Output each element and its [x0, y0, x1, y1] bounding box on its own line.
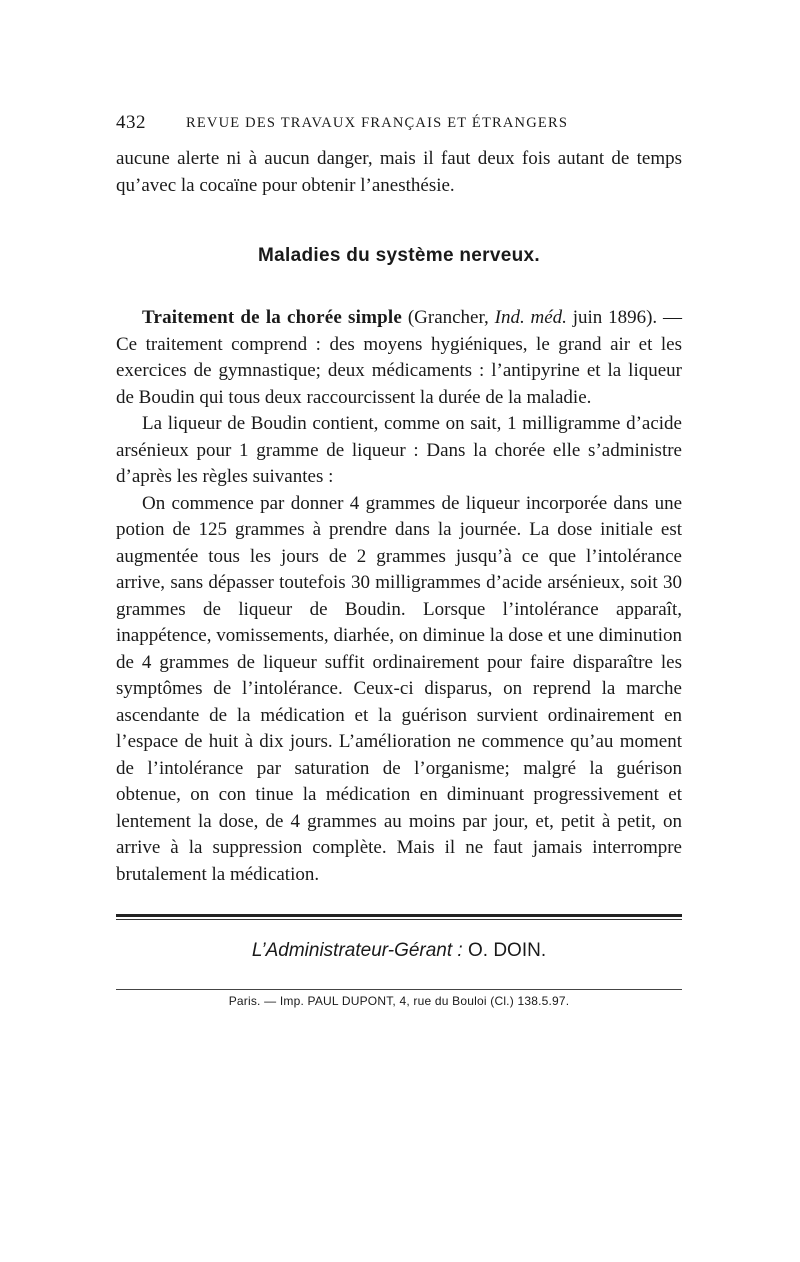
article-title: Traitement de la chorée simple — [142, 307, 402, 328]
signature-role: L’Administrateur-Gérant : — [251, 940, 463, 961]
continuation-paragraph: aucune alerte ni à aucun danger, mais il faut deux fois autant de temps qu’avec la cocaïne pour obtenir l’anesthésie. — [116, 148, 682, 196]
citation-rest: juin 1896). — Ce traitement comprend : des moyens hygiéniques, le grand air et les exercices de gymnastique; deux médicaments : l’antipyrine et la liqueur de Boudin qui tous deux raccourcissent la durée de la maladie. — [116, 307, 682, 408]
running-title: REVUE DES TRAVAUX FRANÇAIS ET ÉTRANGERS — [186, 115, 569, 131]
book-page — [116, 112, 682, 1008]
running-header — [116, 112, 682, 142]
signature-line — [116, 940, 682, 962]
body-paragraph-1: La liqueur de Boudin contient, comme on sait, 1 milligramme d’acide arsénieux pour 1 gramme de liqueur : Dans la chorée elle s’administre d’après les règles suivantes : — [116, 413, 682, 487]
article-intro-paragraph — [116, 305, 682, 411]
citation-journal: Ind. méd. — [494, 307, 567, 328]
body-paragraph-2: On commence par donner 4 grammes de liqueur incorporée dans une potion de 125 grammes à prendre dans la journée. La dose initiale est augmentée tous les jours de 2 grammes jusqu’à ce que l’intolérance arrive, sans dépasser toutefois 30 milligrammes d’acide arsénieux, soit 30 grammes de liqueur de Boudin. Lorsque l’intolérance apparaît, inappétence, vomissements, diarhée, on diminue la dose et une diminution de 4 grammes de liqueur suffit ordinairement pour faire disparaître les symptômes de l’intolérance. Ceux-ci disparus, on reprend la marche ascendante de la médication et la guérison survient ordinairement en l’espace de huit à dix jours. L’amélioration ne commence qu’au moment de l’intolérance par saturation de l’organisme; malgré la guérison obtenue, on con tinue la médication en diminuant progressivement et lentement la dose, de 4 grammes au moins par jour, et, petit à petit, on arrive à la suppression complète. Mais il ne faut jamais interrompre brutalement la médication. — [116, 492, 682, 885]
page-number: 432 — [116, 112, 146, 133]
divider-thick — [116, 914, 682, 917]
citation-open: (Grancher, — [402, 307, 495, 328]
imprint-divider — [116, 989, 682, 990]
section-title: Maladies du système nerveux. — [258, 245, 540, 266]
printer-imprint: Paris. — Imp. PAUL DUPONT, 4, rue du Bouloi (Cl.) 138.5.97. — [228, 994, 570, 1008]
signature-name: O. DOIN. — [468, 940, 547, 961]
divider-thin — [116, 919, 682, 920]
